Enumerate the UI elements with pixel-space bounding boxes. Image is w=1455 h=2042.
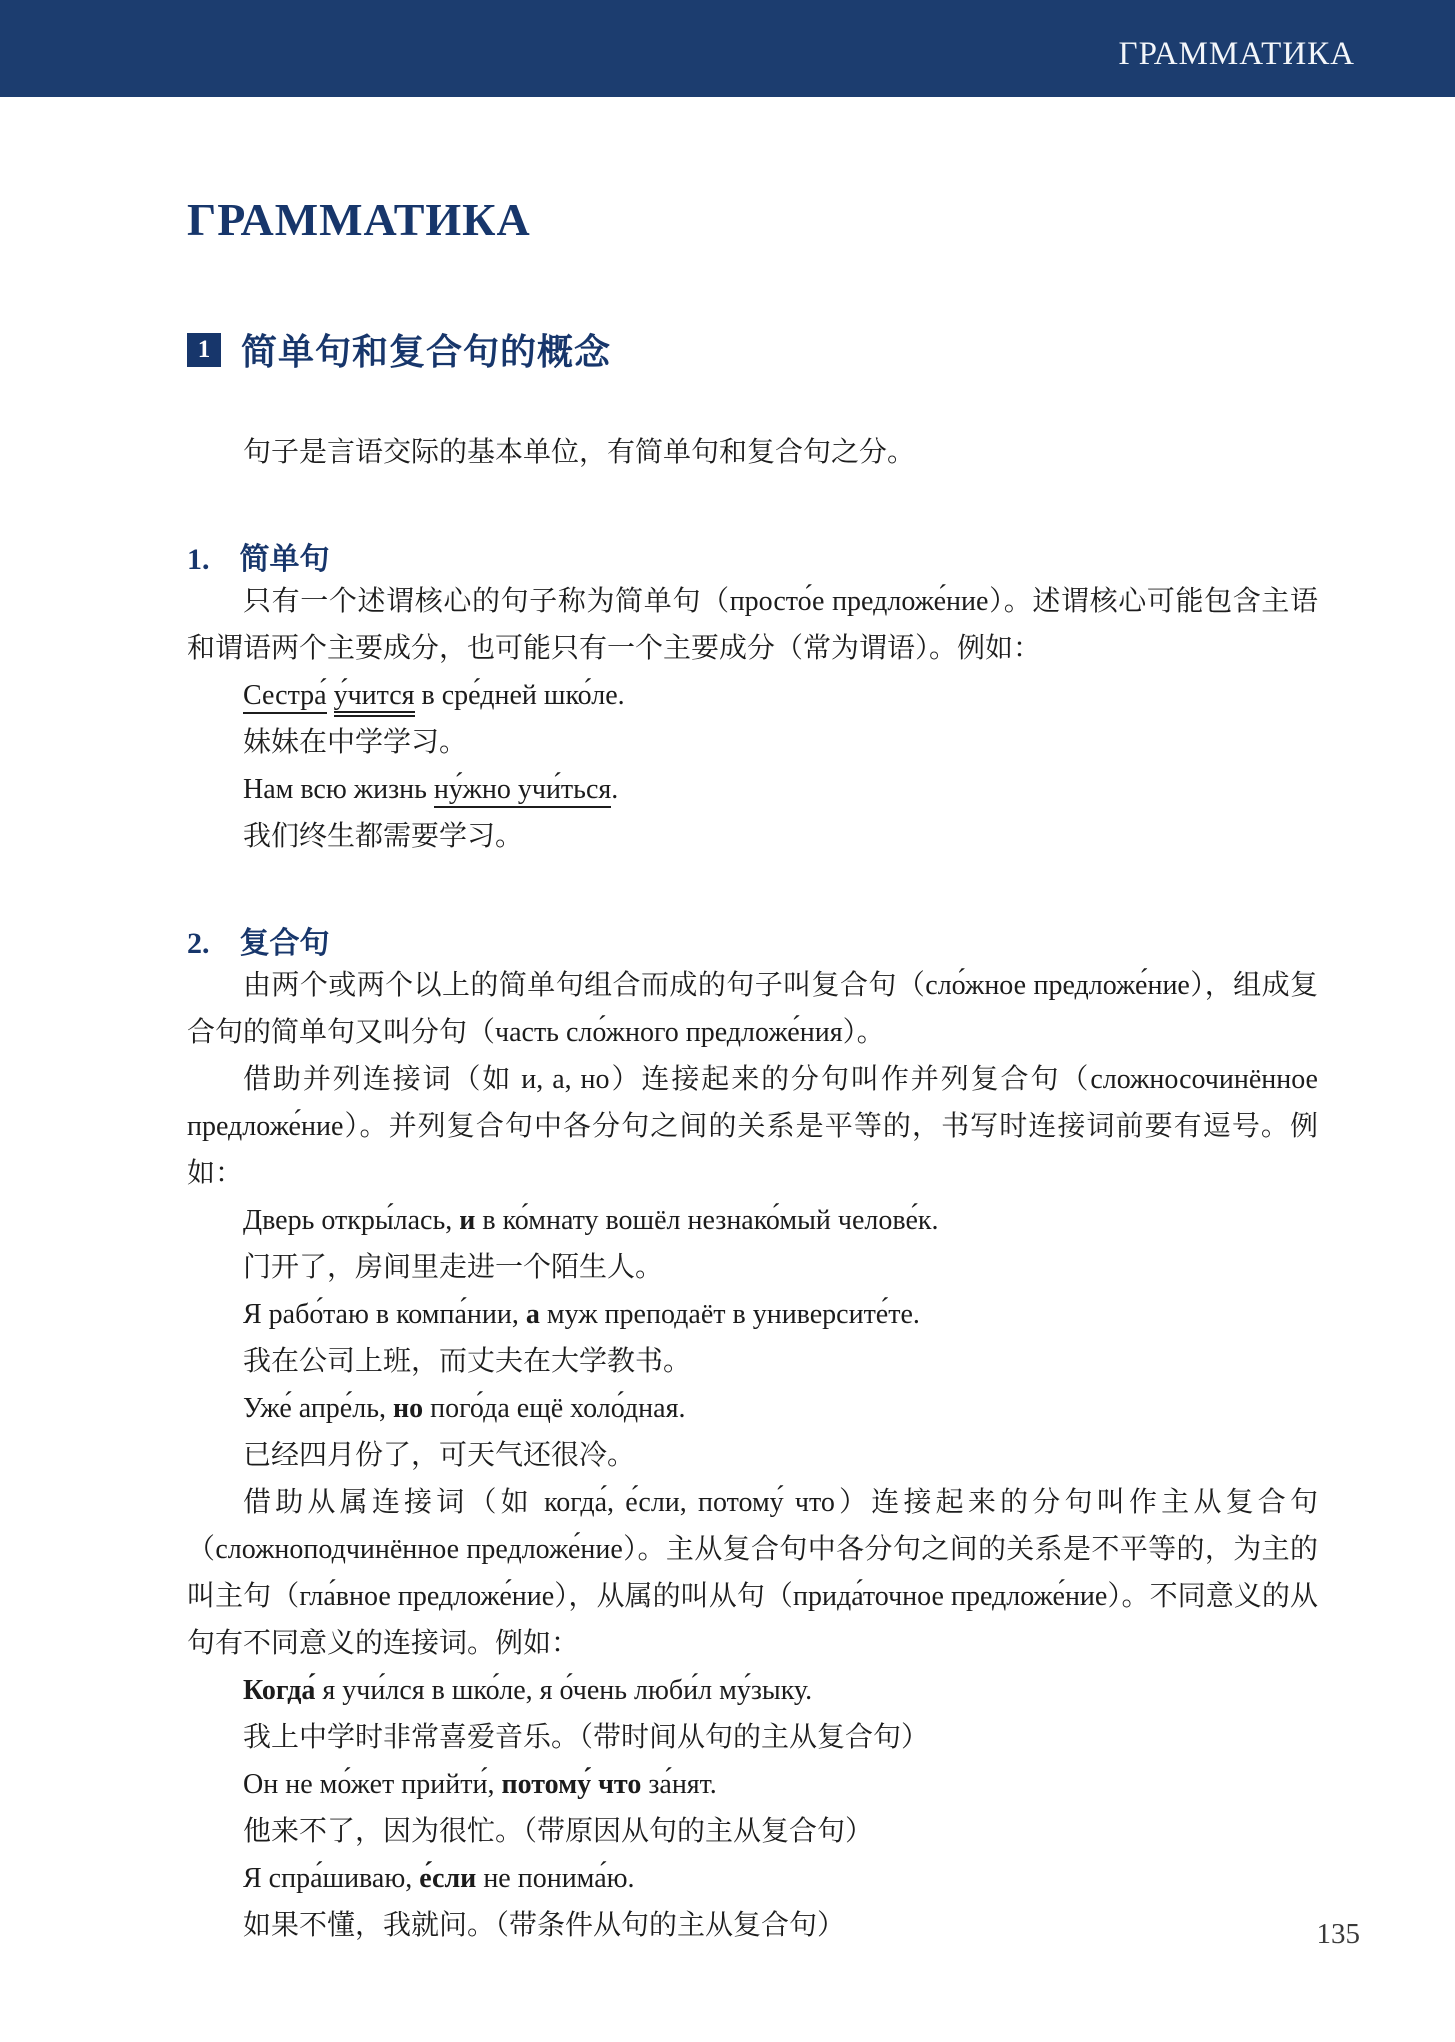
example-line: [187, 813, 1318, 860]
subsection-heading: [187, 542, 1318, 578]
example-line: [187, 672, 1318, 719]
text-run: Уже́ апре́ль,: [243, 1393, 393, 1424]
text-run: у́чится: [334, 680, 415, 717]
text-run: ну́жно учи́ться: [434, 774, 611, 808]
body-paragraph: [187, 1056, 1318, 1197]
intro-paragraph: 句子是言语交际的基本单位，有简单句和复合句之分。: [243, 437, 916, 468]
example-line: [187, 1432, 1318, 1479]
text-run: не понима́ю.: [476, 1863, 635, 1894]
text-run: .: [611, 774, 619, 805]
running-header-title: ГРАММАТИКА: [1118, 36, 1355, 72]
text-run: муж преподаёт в университе́те.: [539, 1299, 920, 1330]
subsection-title: 简单句: [239, 543, 330, 576]
text-run: 只有一个述谓核心的句子称为简单句（просто́е предложе́ние）。述谓核心可能包含主语和谓语两个主要成分，也可能只有一个主要成分（常为谓语）。例如：: [187, 586, 1318, 664]
text-run: Я спра́шиваю,: [243, 1863, 420, 1894]
text-run: а: [525, 1299, 540, 1330]
subsection-number: 1.: [187, 543, 210, 576]
section-heading: [187, 324, 1455, 375]
example-line: [187, 1667, 1318, 1714]
example-line: [187, 766, 1318, 813]
body-paragraph: [187, 578, 1318, 672]
body-paragraph: [187, 962, 1318, 1056]
content: [187, 429, 1318, 1949]
example-line: [187, 1291, 1318, 1338]
body-paragraph: [187, 1479, 1318, 1667]
page-title: ГРАММАТИКА: [187, 194, 531, 245]
page-number: 135: [1316, 1918, 1360, 1950]
text-run: Когда́: [243, 1675, 316, 1706]
example-line: [187, 1902, 1318, 1949]
section-number: 1: [197, 335, 211, 363]
text-run: 借助并列连接词（如 и, а, но）连接起来的分句叫作并列复合句（сложносочинённое предложе́ние）。并列复合句中各分句之间的关系是平等的，书写时连接词前要有逗号。例如：: [187, 1064, 1318, 1189]
content-blocks: [187, 542, 1318, 1949]
text-run: я учи́лся в шко́ле, я о́чень люби́л му́зыку.: [315, 1675, 813, 1706]
example-line: [187, 1761, 1318, 1808]
text-run: но: [392, 1393, 424, 1424]
text-run: Я рабо́таю в компа́нии,: [243, 1299, 526, 1330]
text-run: 我上中学时非常喜爱音乐。（带时间从句的主从复合句）: [243, 1722, 930, 1753]
text-run: Нам всю жизнь: [243, 774, 434, 805]
example-line: [187, 1714, 1318, 1761]
text-run: в сре́дней шко́ле.: [414, 680, 625, 711]
example-line: [187, 1338, 1318, 1385]
text-run: 我在公司上班，而丈夫在大学教书。: [243, 1346, 692, 1377]
text-run: 门开了，房间里走进一个陌生人。: [243, 1252, 664, 1283]
example-line: [187, 1855, 1318, 1902]
text-run: потому́ что: [501, 1769, 642, 1800]
example-line: [187, 1808, 1318, 1855]
header-banner: [0, 0, 1455, 97]
text-run: 我们终生都需要学习。: [243, 821, 524, 852]
subsection-number: 2.: [187, 927, 210, 960]
section-title: 简单句和复合句的概念: [241, 332, 612, 372]
subsection-heading: [187, 926, 1318, 962]
text-run: 如果不懂，我就问。（带条件从句的主从复合句）: [243, 1910, 846, 1941]
section-number-badge: [187, 333, 221, 367]
text-run: 他来不了，因为很忙。（带原因从句的主从复合句）: [243, 1816, 874, 1847]
text-run: пого́да ещё холо́дная.: [423, 1393, 686, 1424]
text-run: 妹妹在中学学习。: [243, 727, 468, 758]
subsection-title: 复合句: [239, 927, 330, 960]
text-run: Сестра́: [243, 680, 327, 714]
example-line: [187, 1244, 1318, 1291]
text-run: 已经四月份了，可天气还很冷。: [243, 1440, 636, 1471]
text-run: [327, 680, 334, 711]
text-run: е́сли: [419, 1863, 477, 1894]
example-line: [187, 1385, 1318, 1432]
example-line: [187, 1197, 1318, 1244]
text-run: в ко́мнату вошёл незнако́мый челове́к.: [475, 1205, 939, 1236]
text-run: 借助从属连接词（如 когда́, е́сли, потому́ что）连接起来的分句叫作主从复合句（сложноподчинённое предложе́ние）。主从复合句中各分句之间的关系是不平等的，为主的叫主句（гла́вное предложе́ние），从属的叫从句（прида́точное предложе́ние）。不同意义的从句有不同意义的连接词。例如：: [187, 1487, 1318, 1659]
text-run: 由两个或两个以上的简单句组合而成的句子叫复合句（сло́жное предложе́ние），组成复合句的简单句又叫分句（часть сло́жного предложе́ния）。: [187, 970, 1318, 1048]
text-run: за́нят.: [641, 1769, 717, 1800]
text-run: и: [459, 1205, 476, 1236]
text-run: Он не мо́жет прийти́,: [243, 1769, 502, 1800]
example-line: [187, 719, 1318, 766]
text-run: Дверь откры́лась,: [243, 1205, 460, 1236]
